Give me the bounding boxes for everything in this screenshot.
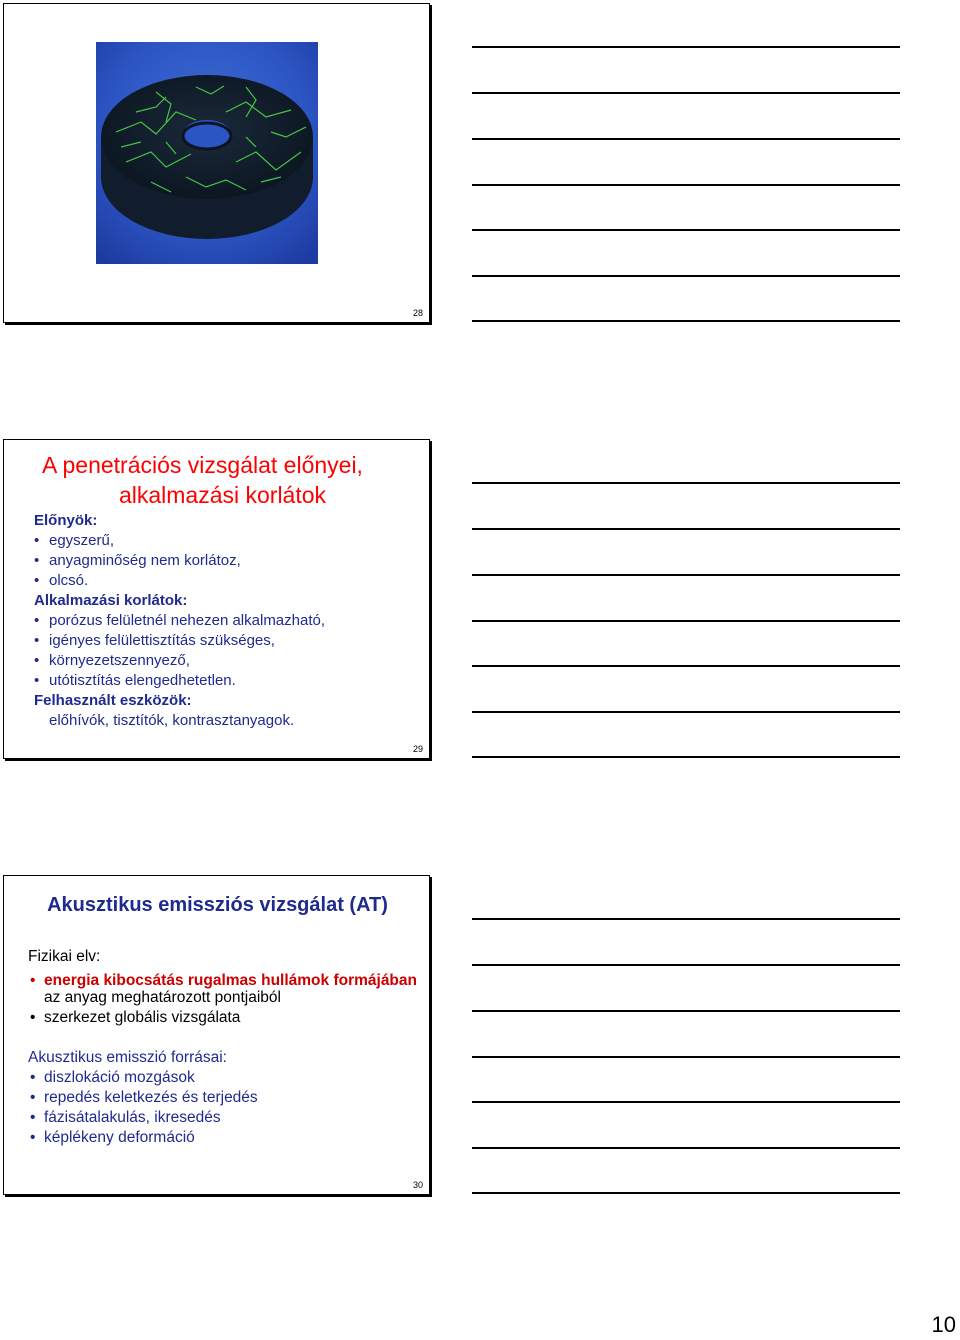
note-line bbox=[472, 184, 900, 186]
note-line bbox=[472, 138, 900, 140]
note-line bbox=[472, 964, 900, 966]
note-line bbox=[472, 1101, 900, 1103]
note-line bbox=[472, 528, 900, 530]
slide-30 bbox=[3, 875, 430, 1195]
list-item: • igényes felülettisztítás szükséges, bbox=[34, 631, 325, 651]
note-line bbox=[472, 665, 900, 667]
title-line-2: alkalmazási korlátok bbox=[118, 482, 327, 508]
list-item: • egyszerű, bbox=[34, 531, 325, 551]
list-item: • környezetszennyező, bbox=[34, 651, 325, 671]
slide-title bbox=[4, 450, 431, 510]
note-line bbox=[472, 1010, 900, 1012]
slide-body bbox=[28, 947, 423, 1148]
slide-28 bbox=[3, 3, 430, 323]
page-number: 10 bbox=[931, 1312, 956, 1337]
note-line bbox=[472, 756, 900, 758]
tools-heading: Felhasznált eszközök: bbox=[34, 692, 192, 709]
note-line bbox=[472, 1192, 900, 1194]
note-line bbox=[472, 320, 900, 322]
note-line bbox=[472, 711, 900, 713]
limits-heading: Alkalmazási korlátok: bbox=[34, 592, 188, 609]
slide-29 bbox=[3, 439, 430, 759]
note-line bbox=[472, 620, 900, 622]
list-item: • diszlokáció mozgások bbox=[28, 1068, 423, 1088]
sources-heading: Akusztikus emisszió forrásai: bbox=[28, 1049, 227, 1066]
note-line bbox=[472, 482, 900, 484]
slide-number: 29 bbox=[412, 744, 423, 754]
list-item: • utótisztítás elengedhetetlen. bbox=[34, 671, 325, 691]
note-line bbox=[472, 1147, 900, 1149]
slide-body bbox=[34, 511, 325, 731]
list-item: • képlékeny deformáció bbox=[28, 1128, 423, 1148]
note-line bbox=[472, 574, 900, 576]
list-item: • porózus felületnél nehezen alkalmazható, bbox=[34, 611, 325, 631]
note-line bbox=[472, 92, 900, 94]
tools-text: előhívók, tisztítók, kontrasztanyagok. bbox=[49, 712, 295, 729]
list-item: • fázisátalakulás, ikresedés bbox=[28, 1108, 423, 1128]
advantages-heading: Előnyök: bbox=[34, 512, 98, 529]
note-line bbox=[472, 918, 900, 920]
list-item: • anyagminőség nem korlátoz, bbox=[34, 551, 325, 571]
note-line bbox=[472, 275, 900, 277]
slide-number: 30 bbox=[412, 1180, 423, 1190]
list-item bbox=[28, 972, 423, 1006]
note-line bbox=[472, 1056, 900, 1058]
ceramic-ring-photo bbox=[96, 42, 318, 264]
slide-number: 28 bbox=[412, 308, 423, 318]
list-item: • olcsó. bbox=[34, 571, 325, 591]
list-item: • repedés keletkezés és terjedés bbox=[28, 1088, 423, 1108]
principle-heading: Fizikai elv: bbox=[28, 948, 101, 965]
note-line bbox=[472, 229, 900, 231]
item-text: az anyag meghatározott pontjaiból bbox=[44, 989, 281, 1006]
emphasis-text: energia kibocsátás rugalmas hullámok formájában bbox=[44, 972, 417, 989]
title-line-1: A penetrációs vizsgálat előnyei, bbox=[42, 452, 363, 478]
list-item: • szerkezet globális vizsgálata bbox=[28, 1008, 423, 1028]
note-line bbox=[472, 46, 900, 48]
slide-title: Akusztikus emissziós vizsgálat (AT) bbox=[47, 894, 388, 916]
